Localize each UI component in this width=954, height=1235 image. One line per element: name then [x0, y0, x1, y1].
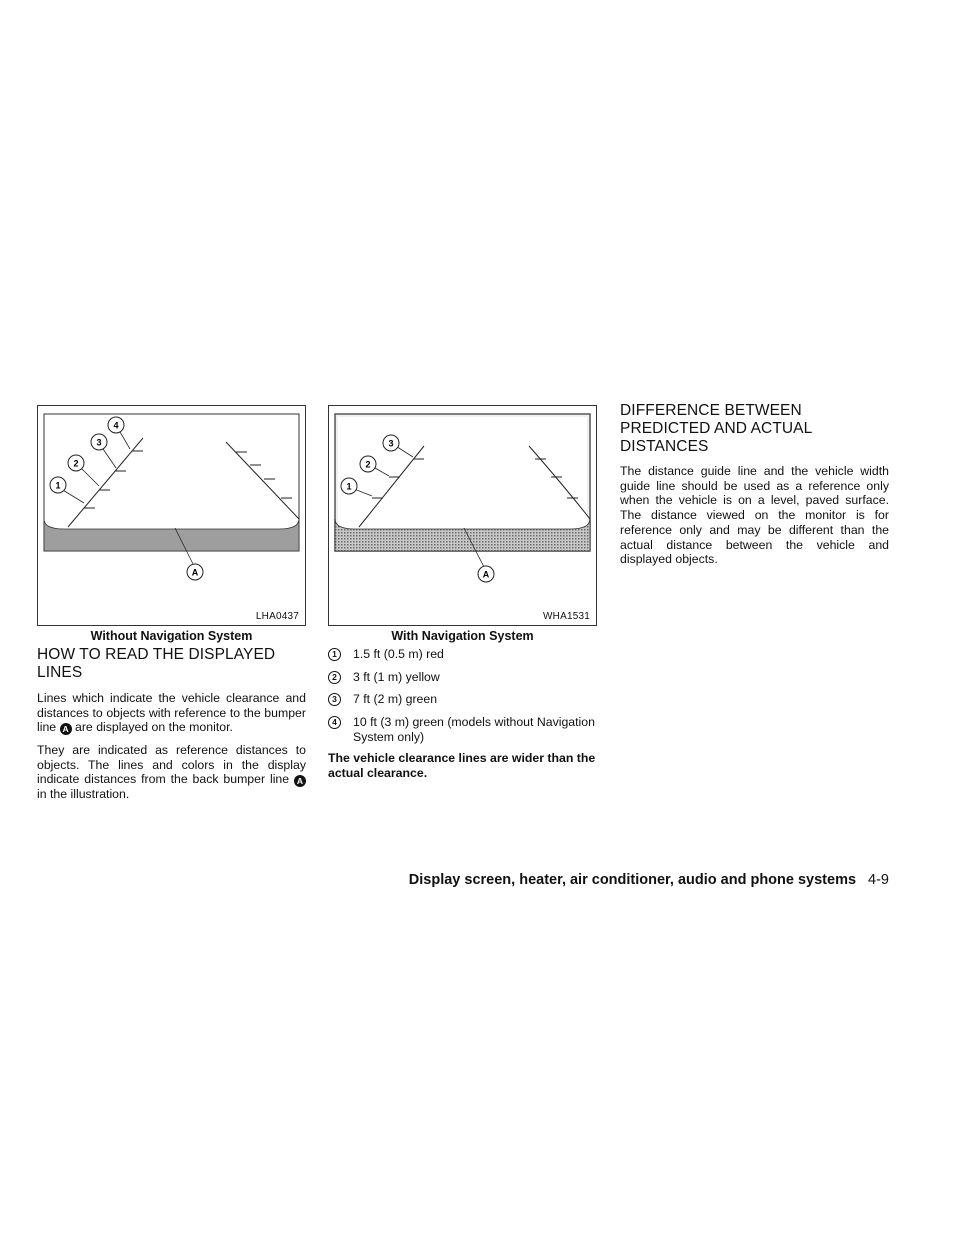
figure-caption: Without Navigation System: [90, 629, 253, 643]
paragraph-text: Lines which indicate the vehicle clearance and distances to objects with reference to the bumper line: [37, 691, 306, 735]
line-2-label: 2: [365, 459, 371, 470]
line-4-label: 4: [113, 420, 119, 431]
bumper-marker-icon: A: [60, 723, 72, 735]
section-heading-difference: DIFFERENCE BETWEEN PREDICTED AND ACTUAL DISTANCES: [620, 402, 812, 455]
paragraph-text: in the illustration.: [37, 787, 130, 802]
legend-text: 10 ft (3 m) green (models without Navigation System only): [353, 715, 595, 744]
paragraph-text: They are indicated as reference distances to objects. The lines and colors in the display indicate distances from the back bumper line: [37, 743, 306, 787]
line-2-label: 2: [73, 458, 79, 469]
paragraph-text: are displayed on the monitor.: [75, 720, 233, 735]
figure-with-navigation: [328, 405, 597, 626]
line-1-label: 1: [346, 481, 352, 492]
number-1-icon: 1: [328, 648, 341, 661]
bumper-line-label: A: [482, 569, 490, 580]
number-4-icon: 4: [328, 716, 341, 729]
section-heading-how-to-read: HOW TO READ THE DISPLAYED LINES: [37, 646, 276, 681]
number-2-icon: 2: [328, 671, 341, 684]
paragraph-reference-distances: [37, 743, 306, 802]
page-footer: [360, 872, 889, 888]
figure-without-navigation: [37, 405, 306, 626]
legend-text: 7 ft (2 m) green: [353, 692, 438, 706]
line-1-label: 1: [55, 480, 61, 491]
page-number: 4-9: [868, 872, 889, 888]
legend-text: 3 ft (1 m) yellow: [353, 670, 440, 684]
figure-caption: With Navigation System: [391, 629, 534, 643]
number-3-icon: 3: [328, 693, 341, 706]
figure-code: LHA0437: [255, 611, 299, 622]
bumper-marker-icon: A: [294, 775, 306, 787]
bumper-line-label: A: [191, 567, 199, 578]
line-3-label: 3: [96, 437, 102, 448]
paragraph-difference: The distance guide line and the vehicle width guide line should be used as a reference only when the vehicle is on a level, paved surface. The distance viewed on the monitor is for reference only and may be different than the actual distance between the vehicle and displayed objects.: [620, 464, 889, 567]
footer-section-title: Display screen, heater, air conditioner, audio and phone systems: [408, 872, 857, 888]
clearance-note: The vehicle clearance lines are wider than the actual clearance.: [328, 751, 596, 780]
line-3-label: 3: [388, 438, 394, 449]
figure-code: WHA1531: [543, 611, 590, 622]
legend-text: 1.5 ft (0.5 m) red: [353, 647, 444, 661]
rear-view-illustration: [38, 406, 305, 625]
paragraph-lines-description: [37, 691, 306, 735]
rear-view-illustration: [329, 406, 596, 625]
